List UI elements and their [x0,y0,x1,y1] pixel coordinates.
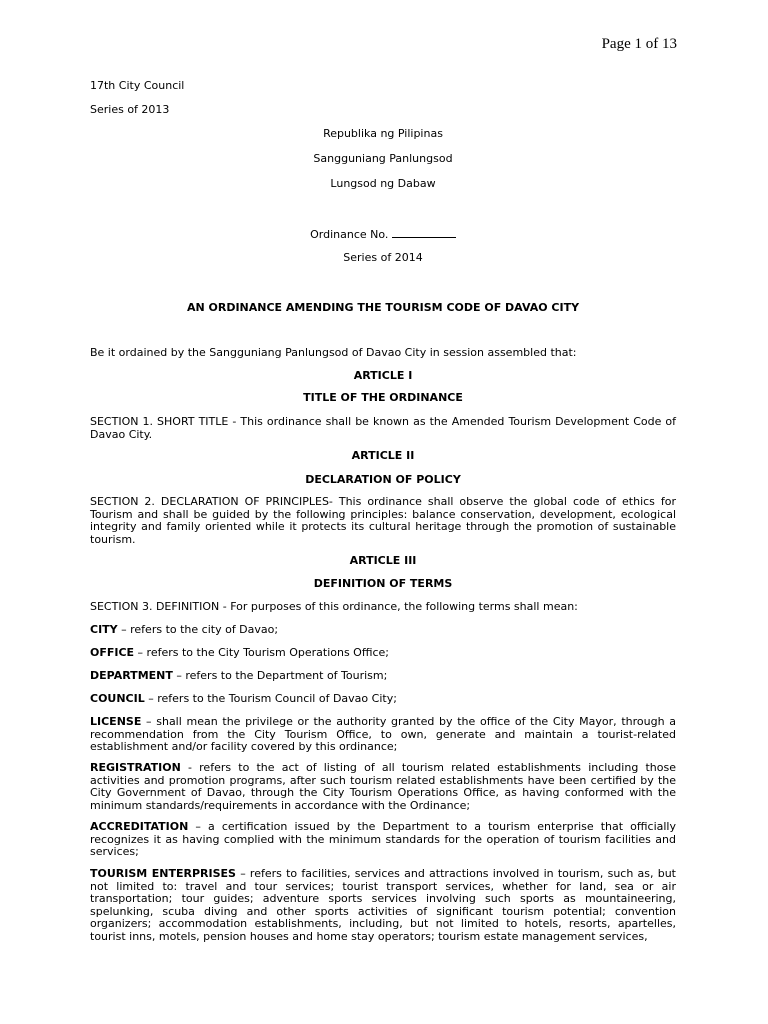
definition-text: – shall mean the privilege or the authority granted by the office of the City Mayor, through a recommendation from the City Tourism Office, to own, generate and maintain a tourist-related establishment and/or facility covered by this ordinance; [90,715,676,753]
definition-text: – refers to the city of Davao; [117,623,279,636]
definition-text: - refers to the act of listing of all tourism related establishments including those activities and promotion programs, after such tourism related establishments have been certified by the City Government of Davao, through the City Tourism Operations Office, as having conformed with the minimum standards/requirements in accordance with the Ordinance; [90,761,676,812]
section-1: SECTION 1. SHORT TITLE - This ordinance shall be known as the Amended Tourism Development Code of Davao City. [90,415,676,441]
page-number: Page 1 of 13 [601,36,677,52]
article-2-subheading: DECLARATION OF POLICY [305,473,461,486]
definition-tourism-enterprises [90,868,676,943]
definition-term: OFFICE [90,646,135,659]
republic-label: Republika ng Pilipinas [323,127,443,140]
definition-accreditation [90,821,676,859]
article-1-heading: ARTICLE I [353,369,413,382]
definition-term: CITY [90,623,118,636]
definition-term: TOURISM ENTERPRISES [90,867,236,880]
definition-city [90,624,676,637]
article-2-heading: ARTICLE II [351,449,415,462]
definition-text: – a certification issued by the Department to a tourism enterprise that officially recognizes it as having complied with the minimum standards for the operation of tourism facilities and services; [90,820,676,858]
definition-term: COUNCIL [90,692,145,705]
definition-office [90,647,676,660]
definition-term: REGISTRATION [90,761,181,774]
definition-council [90,693,676,706]
council-series: Series of 2013 [90,103,170,116]
sanggunian-label: Sangguniang Panlungsod [313,152,453,165]
ordinance-number-blank [392,228,456,238]
ordinance-number [90,228,676,242]
article-3-subheading: DEFINITION OF TERMS [313,577,453,590]
definition-term: ACCREDITATION [90,820,189,833]
definition-license [90,716,676,754]
definition-term: DEPARTMENT [90,669,173,682]
definition-text: – refers to the Department of Tourism; [172,669,388,682]
definition-text: – refers to the City Tourism Operations Office; [134,646,389,659]
section-2: SECTION 2. DECLARATION OF PRINCIPLES- This ordinance shall observe the global code of ethics for Tourism and shall be guided by the following principles: balance conservation, development, ecological integrity and family oriented while it protects its cultural heritage through the promotion of sustainable tourism. [90,495,676,546]
article-1-subheading: TITLE OF THE ORDINANCE [303,391,463,404]
definition-text: – refers to the Tourism Council of Davao City; [144,692,397,705]
preamble: Be it ordained by the Sangguniang Panlungsod of Davao City in session assembled that: [90,346,577,359]
section-3: SECTION 3. DEFINITION - For purposes of this ordinance, the following terms shall mean: [90,600,578,613]
ordinance-series: Series of 2014 [343,251,423,264]
city-label: Lungsod ng Dabaw [330,177,436,190]
definition-department [90,670,676,683]
definition-text: – refers to facilities, services and attractions involved in tourism, such as, but not limited to: travel and tour services; tourist transport services, whether for land, sea or air transportation; tour guides; adventure sports services involving such sports as mountaineering, spelunking, scuba diving and other sports activities of significant tourism potential; convention organizers; accommodation establishments, including, but not limited to hotels, resorts, apartelles, tourist inns, motels, pension houses and home stay operators; tourism estate management services, [90,867,676,943]
ordinance-title: AN ORDINANCE AMENDING THE TOURISM CODE OF DAVAO CITY [186,301,580,314]
ordinance-number-label: Ordinance No. [310,228,392,241]
article-3-heading: ARTICLE III [349,554,417,567]
definition-registration [90,762,676,812]
definition-term: LICENSE [90,715,142,728]
council-label: 17th City Council [90,79,185,92]
